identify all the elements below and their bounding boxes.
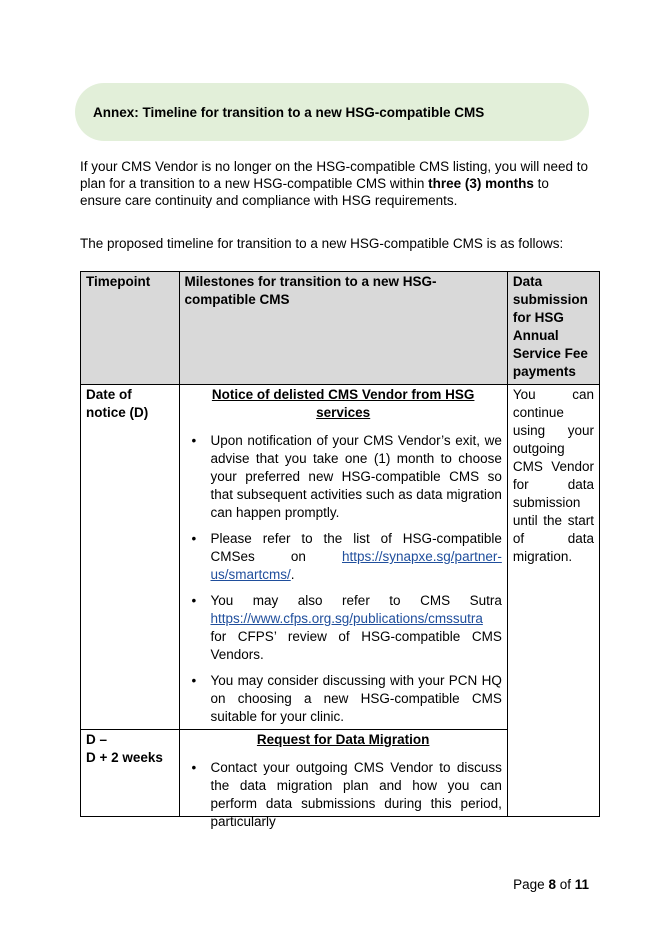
page-of: of: [555, 877, 575, 892]
row2-milestone-title: Request for Data Migration: [256, 732, 430, 747]
bullet-text: Please refer to the list of HSG-compatible CMSes on: [210, 531, 502, 564]
page-prefix: Page: [513, 877, 549, 892]
list-item: [191, 759, 502, 831]
table-header-row: [81, 272, 600, 385]
synapxe-link[interactable]: https://synapxe.sg/partner-us/smartcms/: [210, 549, 502, 582]
annex-banner: [75, 83, 589, 141]
list-item: [191, 592, 502, 664]
row2-timepoint-start: D –: [86, 732, 108, 747]
header-timepoint: Timepoint: [81, 272, 180, 385]
row1-data-submission: You can continue using your outgoing CMS Vendor for data submission until the start of data migration.: [507, 385, 599, 817]
row2-milestones: [179, 730, 507, 829]
header-data-submission: Data submission for HSG Annual Service Fee payments: [507, 272, 599, 385]
bullet-text: for CFPS’ review of HSG-compatible CMS Vendors.: [210, 629, 502, 662]
bullet-text: Upon notification of your CMS Vendor’s exit, we advise that you take one (1) month to choose your preferred new HSG-compatible CMS so that subsequent activities such as data migration can happen promptly.: [210, 433, 502, 520]
list-item: [191, 672, 502, 726]
intro-text-1: If your CMS Vendor is no longer on the HSG-compatible CMS listing, you will need to plan for a transition to a new HSG-compatible CMS within: [80, 159, 588, 191]
row1-timepoint: Date of notice (D): [81, 385, 180, 730]
row1-bullet-list: [185, 432, 502, 726]
row1-milestone-title: Notice of delisted CMS Vendor from HSG services: [211, 387, 475, 420]
list-item: [191, 432, 502, 522]
page-number: [513, 877, 589, 892]
intro-text-2: to ensure care continuity and compliance with HSG requirements.: [80, 176, 549, 208]
list-item: [191, 530, 502, 584]
header-milestones: Milestones for transition to a new HSG-compatible CMS: [179, 272, 507, 385]
row2-bullet-list: [185, 759, 502, 831]
timeline-table: [80, 271, 600, 829]
intro-paragraph: [80, 158, 592, 209]
bullet-text: Contact your outgoing CMS Vendor to discuss the data migration plan and how you can perform data submissions during this period, particularly: [210, 760, 502, 829]
bullet-text: You may consider discussing with your PCN HQ on choosing a new HSG-compatible CMS suitable for your clinic.: [210, 673, 502, 724]
row1-milestones: [179, 385, 507, 730]
annex-title: Annex: Timeline for transition to a new HSG-compatible CMS: [93, 104, 485, 120]
bullet-text: You may also refer to CMS Sutra: [210, 593, 502, 608]
table-row: [81, 385, 600, 730]
bullet-icon: •: [191, 593, 197, 608]
row2-timepoint-end: D + 2 weeks: [86, 750, 163, 765]
proposed-timeline-text: The proposed timeline for transition to a new HSG-compatible CMS is as follows:: [80, 236, 564, 251]
bullet-icon: •: [191, 433, 197, 448]
bullet-icon: •: [191, 531, 197, 546]
row2-timepoint: [81, 730, 180, 817]
bullet-icon: •: [191, 760, 197, 775]
bullet-icon: •: [191, 673, 197, 688]
page-current: 8: [548, 877, 556, 892]
page-total: 11: [574, 877, 589, 892]
intro-bold: three (3) months: [428, 176, 534, 191]
cfps-link[interactable]: https://www.cfps.org.sg/publications/cmssutra: [210, 611, 483, 626]
bullet-text: .: [290, 567, 295, 582]
